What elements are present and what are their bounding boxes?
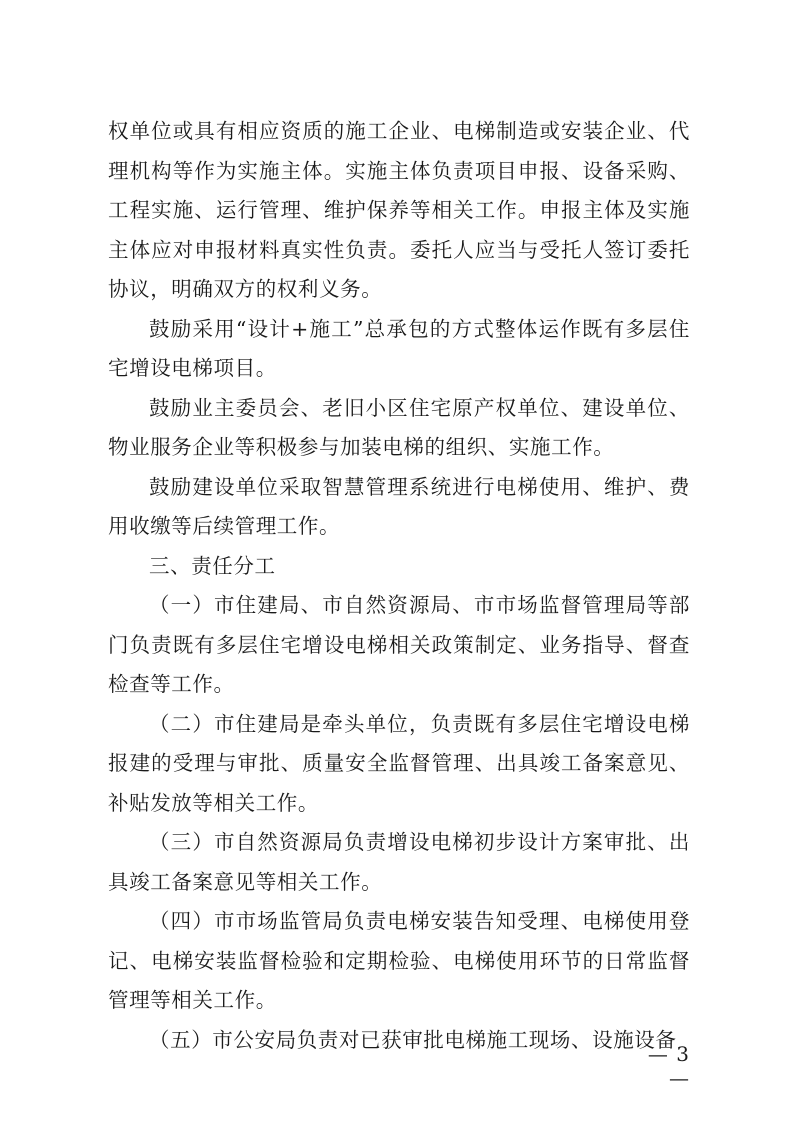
paragraph-item-1: （一）市住建局、市自然资源局、市市场监督管理局等部门负责既有多层住宅增设电梯相关政策制定、业务指导、督查检查等工作。	[108, 593, 690, 696]
paragraph-3: 鼓励业主委员会、老旧小区住宅原产权单位、建设单位、物业服务企业等积极参与加装电梯的组织、实施工作。	[108, 395, 690, 459]
paragraph-item-5: （五）市公安局负责对已获审批电梯施工现场、设施设备	[149, 1027, 677, 1052]
paragraph-2: 鼓励采用“设计+施工”总承包的方式整体运作既有多层住宅增设电梯项目。	[108, 316, 690, 380]
page-number: — 3 —	[647, 1042, 690, 1090]
paragraph-1: 权单位或具有相应资质的施工企业、电梯制造或安装企业、代理机构等作为实施主体。实施主体负责项目申报、设备采购、工程实施、运行管理、维护保养等相关工作。申报主体及实施主体应对申报材料真实性负责。委托人应当与受托人签订委托协议，明确双方的权利义务。	[108, 119, 690, 301]
paragraph-item-4: （四）市市场监管局负责电梯安装告知受理、电梯使用登记、电梯安装监督检验和定期检验、电梯使用环节的日常监督管理等相关工作。	[108, 909, 690, 1012]
paragraph-item-2: （二）市住建局是牵头单位，负责既有多层住宅增设电梯报建的受理与审批、质量安全监督管理、出具竣工备案意见、补贴发放等相关工作。	[108, 711, 690, 815]
paragraph-4: 鼓励建设单位采取智慧管理系统进行电梯使用、维护、费用收缴等后续管理工作。	[108, 474, 690, 538]
paragraph-item-3: （三）市自然资源局负责增设电梯初步设计方案审批、出具竣工备案意见等相关工作。	[108, 830, 690, 894]
section-heading-responsibilities: 三、责任分工	[149, 553, 276, 578]
document-body	[108, 112, 690, 1060]
